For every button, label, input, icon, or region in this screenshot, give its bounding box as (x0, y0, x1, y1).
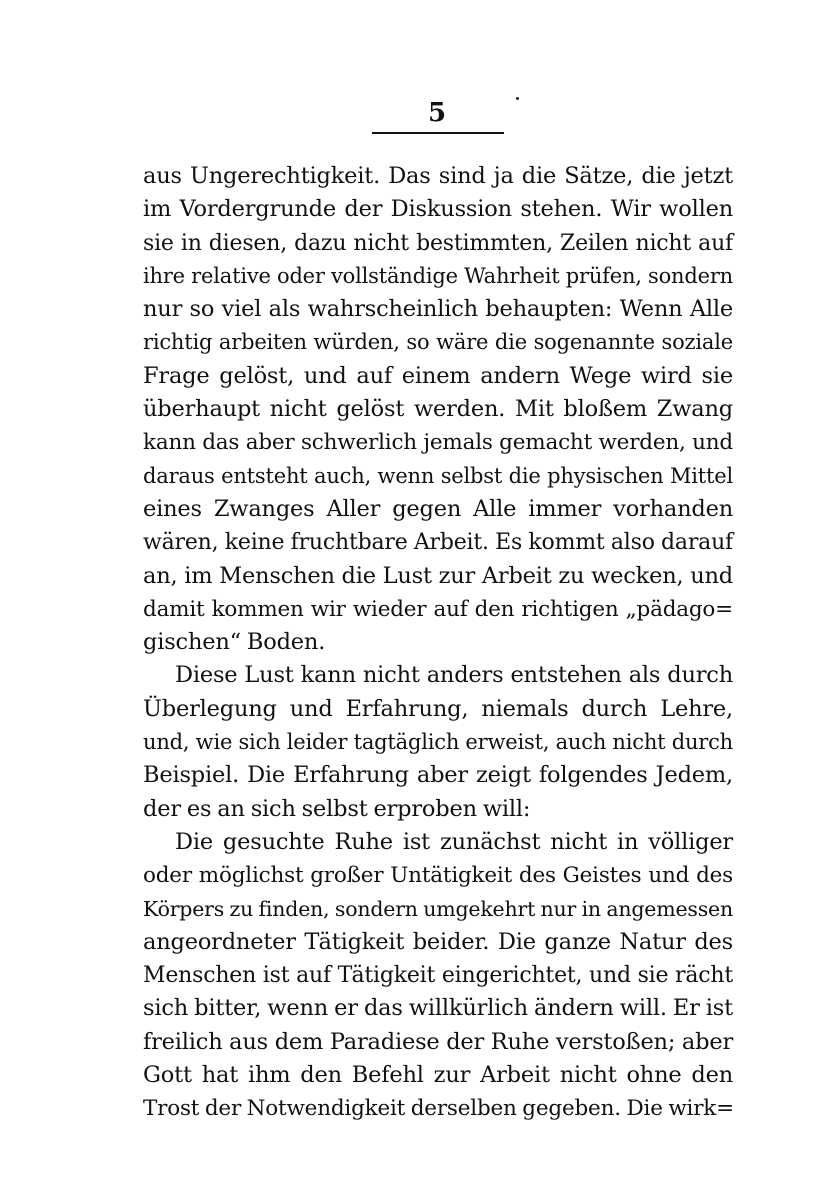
text-line: angeordneter Tätigkeit beider. Die ganze Natur des (143, 928, 733, 955)
text-line: richtig arbeiten würden, so wäre die sogenannte soziale (143, 330, 733, 355)
text-line: an, im Menschen die Lust zur Arbeit zu wecken, und (143, 562, 733, 589)
text-line: daraus entsteht auch, wenn selbst die physischen Mittel (143, 463, 733, 488)
text-line: sich bitter, wenn er das willkürlich ändern will. Er ist (143, 995, 733, 1022)
text-line: nur so viel als wahrscheinlich behaupten: Wenn Alle (143, 296, 733, 323)
paragraph-start-line: Diese Lust kann nicht anders entstehen als durch (175, 662, 733, 689)
page-number: 5 (427, 98, 447, 128)
text-line: oder möglichst großer Untätigkeit des Geistes und des (143, 863, 733, 889)
paragraph-start-line: Die gesuchte Ruhe ist zunächst nicht in völliger (175, 828, 733, 855)
text-line: und, wie sich leider tagtäglich erweist, auch nicht durch (143, 730, 733, 755)
paragraph-end-line: der es an sich selbst erproben will: (143, 795, 531, 822)
text-line: wären, keine fruchtbare Arbeit. Es kommt also darauf (143, 530, 733, 556)
text-line: Trost der Notwendigkeit derselben gegeben. Die wirk= (143, 1096, 734, 1122)
paragraph-end-line: gischen“ Boden. (143, 629, 326, 656)
text-line: aus Ungerechtigkeit. Das sind ja die Sätze, die jetzt (143, 163, 733, 189)
text-line: im Vordergrunde der Diskussion stehen. Wir wollen (143, 196, 733, 223)
text-line: damit kommen wir wieder auf den richtigen „pädago= (143, 596, 733, 622)
text-line: Überlegung und Erfahrung, niemals durch Lehre, (143, 695, 733, 722)
text-line: freilich aus dem Paradiese der Ruhe verstoßen; aber (143, 1028, 733, 1055)
text-line: Beispiel. Die Erfahrung aber zeigt folgendes Jedem, (143, 762, 733, 789)
text-line: Frage gelöst, und auf einem andern Wege wird sie (143, 362, 733, 389)
text-line: Körpers zu finden, sondern umgekehrt nur in angemessen (143, 896, 733, 921)
text-line: kann das aber schwerlich jemals gemacht werden, und (143, 430, 733, 456)
text-line: sie in diesen, dazu nicht bestimmten, Zeilen nicht auf (143, 230, 733, 256)
text-line: eines Zwanges Aller gegen Alle immer vorhanden (143, 495, 733, 522)
header-rule (372, 132, 504, 134)
text-line: überhaupt nicht gelöst werden. Mit bloßem Zwang (143, 396, 733, 423)
body-text (143, 160, 733, 1126)
text-line: Menschen ist auf Tätigkeit eingerichtet, und sie rächt (143, 963, 733, 989)
print-speck (516, 97, 519, 100)
text-line: Gott hat ihm den Befehl zur Arbeit nicht ohne den (143, 1062, 733, 1089)
text-line: ihre relative oder vollständige Wahrheit prüfen, sondern (143, 263, 733, 288)
